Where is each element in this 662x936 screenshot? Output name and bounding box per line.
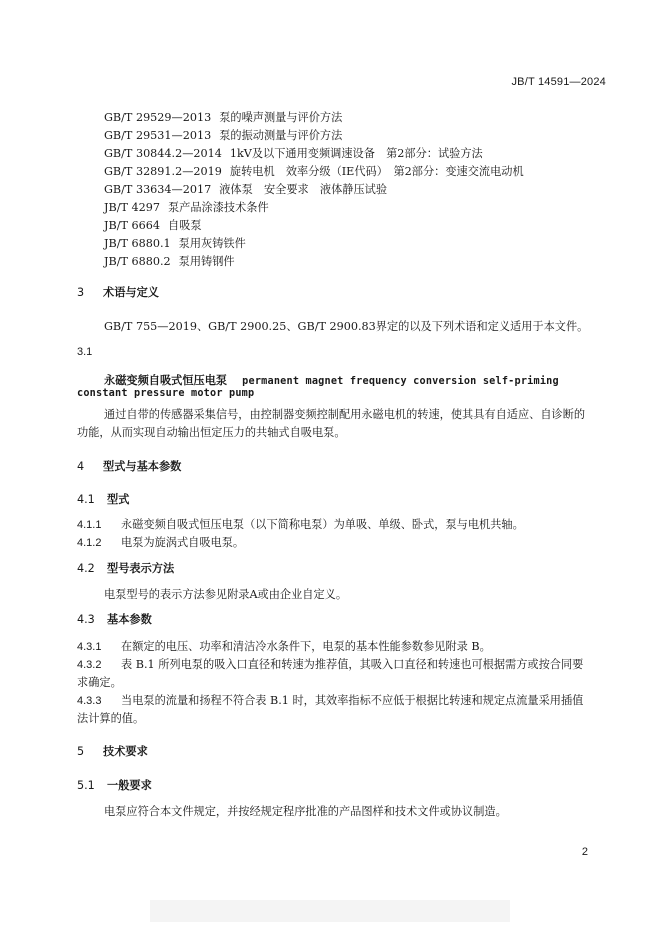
subsection-title: 型式 — [107, 493, 130, 506]
reference-item — [104, 163, 524, 181]
clause-text: 永磁变频自吸式恒压电泵（以下简称电泵）为单吸、单级、卧式，泵与电机共轴。 — [121, 518, 524, 531]
reference-code: JB/T 6880.1 — [104, 237, 171, 250]
subsection-number: 4.3 — [77, 613, 95, 626]
reference-title: 液体泵 安全要求 液体静压试验 — [219, 183, 388, 196]
section-title: 术语与定义 — [103, 286, 159, 299]
page-number: 2 — [581, 846, 588, 858]
reference-item — [104, 181, 524, 199]
clause-4-1-1 — [77, 516, 524, 532]
term-heading-line1 — [104, 369, 559, 388]
subsection-number: 4.1 — [77, 493, 95, 506]
reference-code: GB/T 29531—2013 — [104, 129, 212, 142]
normative-references-list — [104, 109, 524, 271]
reference-title: 1kV及以下通用变频调速设备 第2部分：试验方法 — [229, 147, 483, 160]
reference-code: JB/T 4297 — [104, 201, 160, 214]
reference-title: 泵用灰铸铁件 — [178, 237, 246, 250]
reference-item — [104, 145, 524, 163]
subsection-4-1-heading — [77, 491, 129, 507]
clause-number: 4.3.3 — [77, 695, 102, 707]
reference-code: JB/T 6880.2 — [104, 255, 171, 268]
clause-4-3-2-line1 — [77, 656, 583, 672]
term-english-part2: constant pressure motor pump — [77, 388, 255, 399]
clause-number: 4.3.2 — [77, 659, 102, 671]
clause-4-3-3-line1 — [77, 692, 583, 708]
reference-item — [104, 235, 524, 253]
reference-title: 旋转电机 效率分级（IE代码） 第2部分：变速交流电动机 — [229, 165, 524, 178]
reference-code: GB/T 32891.2—2019 — [104, 165, 222, 178]
reference-title: 泵的噪声测量与评价方法 — [219, 111, 343, 124]
clause-text: 表 B.1 所列电泵的吸入口直径和转速为推荐值，其吸入口直径和转速也可根据需方或按合同要 — [121, 658, 584, 671]
clause-4-3-1 — [77, 638, 491, 654]
subsection-number: 5.1 — [77, 779, 95, 792]
subsection-number: 4.2 — [77, 562, 95, 575]
term-number: 3.1 — [77, 346, 93, 358]
reference-code: GB/T 30844.2—2014 — [104, 147, 222, 160]
clause-text: 在额定的电压、功率和清洁冷水条件下，电泵的基本性能参数参见附录 B。 — [121, 640, 491, 653]
section-3-intro: GB/T 755—2019、GB/T 2900.25、GB/T 2900.83界定的以及下列术语和定义适用于本文件。 — [104, 320, 589, 333]
subsection-title: 基本参数 — [107, 613, 152, 626]
subsection-5-1-text: 电泵应符合本文件规定，并按经规定程序批准的产品图样和技术文件或协议制造。 — [104, 805, 507, 818]
clause-text: 当电泵的流量和扬程不符合表 B.1 时，其效率指标不应低于根据比转速和规定点流量采用插值 — [121, 694, 584, 707]
section-number: 3 — [77, 286, 85, 299]
reference-item — [104, 109, 524, 127]
term-definition-line1: 通过自带的传感器采集信号，由控制器变频控制配用永磁电机的转速，使其具有自适应、自诊断的 — [104, 408, 586, 421]
clause-4-3-2-line2: 求确定。 — [77, 676, 122, 689]
clause-4-3-3-line2: 法计算的值。 — [77, 712, 145, 725]
reference-item — [104, 217, 524, 235]
reference-code: GB/T 33634—2017 — [104, 183, 212, 196]
section-5-heading — [77, 743, 148, 759]
subsection-4-2-heading — [77, 560, 174, 576]
section-title: 型式与基本参数 — [103, 460, 182, 473]
subsection-title: 型号表示方法 — [107, 562, 175, 575]
subsection-5-1-heading — [77, 777, 152, 793]
section-title: 技术要求 — [103, 745, 148, 758]
reference-code: GB/T 29529—2013 — [104, 111, 212, 124]
clause-number: 4.1.2 — [77, 537, 102, 549]
reference-title: 自吸泵 — [167, 219, 202, 232]
reference-title: 泵用铸钢件 — [178, 255, 235, 268]
clause-4-1-2 — [77, 534, 244, 550]
document-id-header: JB/T 14591—2024 — [511, 76, 606, 88]
term-definition-line2: 功能，从而实现自动输出恒定压力的共轴式自吸电泵。 — [77, 426, 346, 439]
section-number: 4 — [77, 460, 85, 473]
clause-text: 电泵为旋涡式自吸电泵。 — [121, 536, 245, 549]
section-3-heading — [77, 284, 159, 300]
reference-item — [104, 127, 524, 145]
clause-number: 4.1.1 — [77, 519, 102, 531]
section-4-heading — [77, 458, 181, 474]
reference-item — [104, 253, 524, 271]
section-number: 5 — [77, 745, 85, 758]
footer-watermark-strip — [150, 900, 510, 922]
term-english-part1: permanent magnet frequency conversion self-priming — [242, 376, 559, 387]
reference-code: JB/T 6664 — [104, 219, 160, 232]
subsection-4-2-text: 电泵型号的表示方法参见附录A或由企业自定义。 — [104, 588, 348, 601]
term-chinese: 永磁变频自吸式恒压电泵 — [104, 374, 228, 387]
subsection-4-3-heading — [77, 611, 152, 627]
reference-title: 泵的振动测量与评价方法 — [219, 129, 343, 142]
subsection-title: 一般要求 — [107, 779, 152, 792]
reference-item — [104, 199, 524, 217]
clause-number: 4.3.1 — [77, 641, 102, 653]
reference-title: 泵产品涂漆技术条件 — [167, 201, 269, 214]
